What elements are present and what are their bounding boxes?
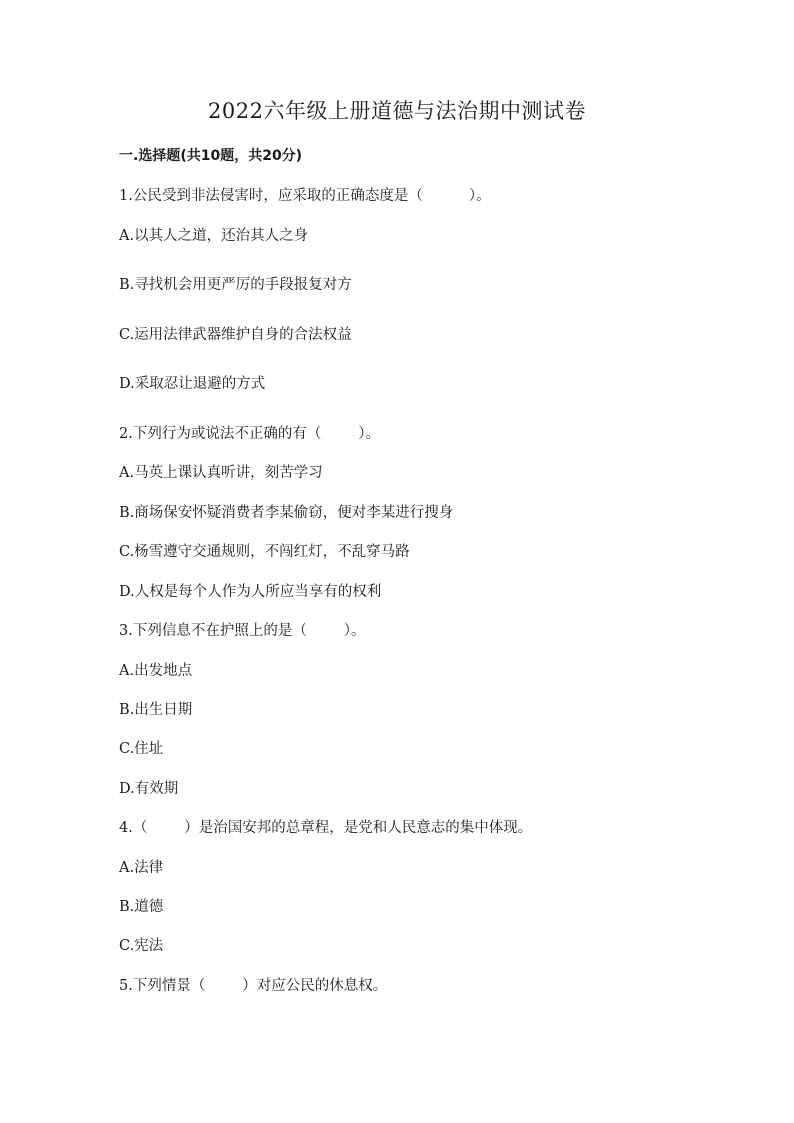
q3-option-a: A.出发地点 (119, 663, 193, 679)
q2-option-d: D.人权是每个人作为人所应当享有的权利 (119, 584, 382, 600)
q2-option-c: C.杨雪遵守交通规则，不闯红灯，不乱穿马路 (119, 544, 410, 560)
page-title: 2022六年级上册道德与法治期中测试卷 (208, 99, 586, 123)
q3-option-b: B.出生日期 (119, 702, 193, 718)
question-5: 5.下列情景（ ）对应公民的休息权。 (119, 978, 388, 994)
q1-option-c: C.运用法律武器维护自身的合法权益 (119, 327, 352, 343)
q2-option-a: A.马英上课认真听讲，刻苦学习 (119, 465, 323, 481)
question-2: 2.下列行为或说法不正确的有（ ）。 (119, 426, 380, 442)
question-1: 1.公民受到非法侵害时，应采取的正确态度是（ ）。 (119, 188, 491, 204)
q4-option-b: B.道德 (119, 899, 164, 915)
q4-option-c: C.宪法 (119, 938, 164, 954)
q2-option-b: B.商场保安怀疑消费者李某偷窃，便对李某进行搜身 (119, 505, 454, 521)
q3-option-d: D.有效期 (119, 781, 179, 797)
question-3: 3.下列信息不在护照上的是（ ）。 (119, 623, 366, 639)
q1-option-d: D.采取忍让退避的方式 (119, 376, 266, 392)
q1-option-b: B.寻找机会用更严厉的手段报复对方 (119, 277, 352, 293)
section-heading: 一.选择题(共10题，共20分) (119, 148, 303, 164)
q4-option-a: A.法律 (119, 860, 164, 876)
question-4: 4.（ ）是治国安邦的总章程，是党和人民意志的集中体现。 (119, 820, 533, 836)
q1-option-a: A.以其人之道，还治其人之身 (119, 228, 309, 244)
q3-option-c: C.住址 (119, 741, 164, 757)
